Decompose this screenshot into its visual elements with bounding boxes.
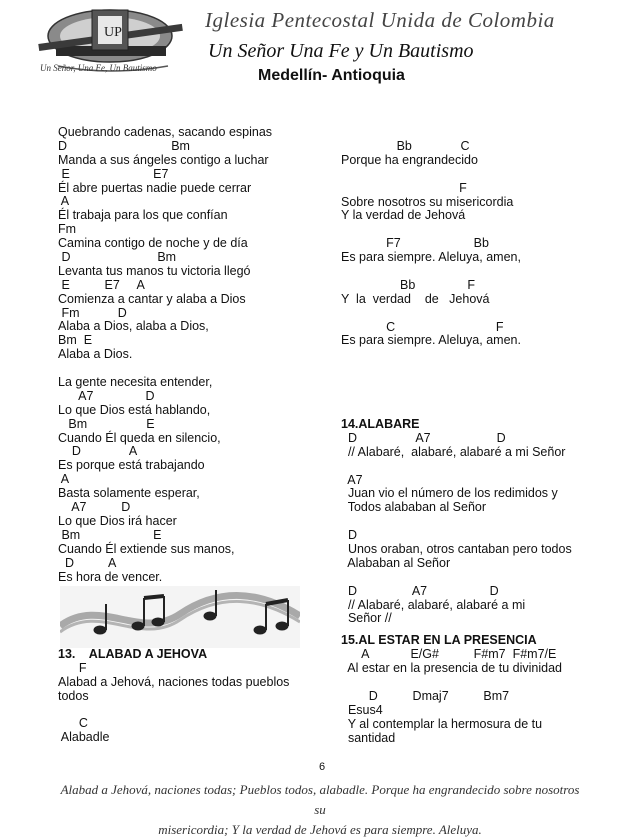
lyric-line: Es porque está trabajando [58, 458, 205, 473]
song-13 [58, 648, 318, 745]
chord-line: D [341, 528, 357, 543]
chord-line: C [58, 716, 88, 731]
lyric-line: Alababan al Señor [341, 555, 451, 570]
lyric-line: Él trabaja para los que confían [58, 208, 228, 223]
lyric-line: Unos oraban, otros cantaban pero todos [341, 542, 572, 557]
chord-line: A7 D [58, 388, 155, 403]
chord-line: Fm [58, 222, 77, 237]
footer-line-1: Alabad a Jehová, naciones todas; Pueblos todos, alabadle. Porque ha engrandecido sobre nosotros su [60, 782, 580, 817]
church-motto: Un Señor Una Fe y Un Bautismo [208, 40, 474, 62]
lyric-line: Lo que Dios irá hacer [58, 513, 177, 528]
chord-line: E E7 [58, 166, 169, 181]
blank-line [341, 265, 611, 279]
blank-line [341, 168, 611, 182]
blank-line [58, 704, 318, 718]
chord-line: A E/G# F#m7 F#m7/E [341, 647, 557, 662]
blank-line [341, 223, 611, 237]
blank-line [341, 571, 611, 585]
lyric-line: Alabadle [58, 730, 110, 745]
blank-line [341, 515, 611, 529]
blank-line [341, 307, 611, 321]
lyric-line: Cuando Él extiende sus manos, [58, 541, 235, 556]
song-13-title: 13. ALABAD A JEHOVA [58, 647, 208, 661]
lyric-line: Lo que Dios está hablando, [58, 402, 211, 417]
song-14-title: 14.ALABARE [341, 417, 420, 431]
blank-line [58, 362, 318, 376]
lyric-line: La gente necesita entender, [58, 375, 213, 390]
lyric-line: santidad [341, 730, 396, 745]
church-name: Iglesia Pentecostal Unida de Colombia [205, 8, 555, 32]
lyric-line: Es para siempre. Aleluya, amen. [341, 333, 521, 348]
blank-line [341, 460, 611, 474]
chord-line: D Bm [58, 138, 190, 153]
chord-line: D A7 D [341, 430, 506, 445]
lyric-line: Alaba a Dios, alaba a Dios, [58, 319, 209, 334]
chord-line: Bb C [341, 139, 470, 153]
chord-line: F [58, 660, 87, 675]
lyric-line: Es para siempre. Aleluya, amen, [341, 250, 521, 265]
chord-line: A [58, 472, 70, 487]
logo-caption: Un Señor, Una Fe, Un Bautismo [40, 63, 157, 73]
chord-line: A7 D [58, 500, 131, 515]
chord-line: Esus4 [341, 702, 383, 717]
lyric-line: Y la verdad de Jehová [341, 208, 466, 223]
lyric-line: Camina contigo de noche y de día [58, 236, 248, 251]
chord-line: A [58, 194, 70, 209]
lyric-line: Manda a sus ángeles contigo a luchar [58, 152, 269, 167]
lyric-line: Señor // [341, 611, 392, 626]
page-number: 6 [319, 761, 326, 773]
footer-verse [60, 780, 580, 840]
lyric-line: // Alabaré, alabaré, alabaré a mi Señor [341, 444, 566, 459]
lyric-line: Alaba a Dios. [58, 347, 133, 362]
chord-line: Bm E [58, 527, 162, 542]
chord-line: A7 [341, 472, 363, 487]
lyric-line: Cuando Él queda en silencio, [58, 430, 221, 445]
chord-line: D Bm [58, 250, 177, 265]
chord-line: D A7 D [341, 583, 499, 598]
chord-line: Bm E [58, 416, 155, 431]
footer-line-2: misericordia; Y la verdad de Jehová es para siempre. Aleluya. [158, 822, 482, 837]
song-15-title: 15.AL ESTAR EN LA PRESENCIA [341, 633, 537, 648]
chord-line: D A [58, 444, 138, 459]
lyric-line: // Alabaré, alabaré, alabaré a mi [341, 597, 526, 612]
left-column-lyrics [58, 126, 318, 584]
chord-line: E E7 A [58, 277, 145, 292]
chord-line: D Dmaj7 Bm7 [341, 688, 510, 703]
lyric-line: Sobre nosotros su misericordia [341, 194, 514, 209]
lyric-line: todos [58, 688, 89, 703]
church-logo [28, 4, 203, 88]
church-city: Medellín- Antioquia [258, 67, 405, 84]
chord-line: Fm D [58, 305, 127, 320]
lyric-line: Quebrando cadenas, sacando espinas [58, 125, 273, 139]
svg-text:UP: UP [104, 25, 122, 40]
lyric-line: Todos alababan al Señor [341, 500, 487, 515]
blank-line [341, 676, 611, 690]
chord-line: Bb F [341, 277, 476, 292]
chord-line: D A [58, 555, 117, 570]
lyric-line: Basta solamente esperar, [58, 486, 200, 501]
chord-line: Bm E [58, 333, 93, 348]
lyric-line: Alabad a Jehová, naciones todas pueblos [58, 674, 290, 689]
lyric-line: Porque ha engrandecido [341, 152, 478, 167]
lyric-line: Al estar en la presencia de tu divinidad [341, 661, 562, 676]
lyric-line: Él abre puertas nadie puede cerrar [58, 180, 252, 195]
right-column-lyrics [341, 140, 611, 348]
chord-line: F7 Bb [341, 236, 489, 251]
chord-line: F [341, 180, 467, 195]
lyric-line: Juan vio el número de los redimidos y [341, 486, 558, 501]
songs-14-15 [341, 418, 611, 745]
lyric-line: Es hora de vencer. [58, 569, 163, 584]
chord-line: C F [341, 319, 504, 334]
lyric-line: Y la verdad de Jehová [341, 291, 490, 306]
lyric-line: Levanta tus manos tu victoria llegó [58, 263, 251, 278]
lyric-line: Y al contemplar la hermosura de tu [341, 716, 543, 731]
lyric-line: Comienza a cantar y alaba a Dios [58, 291, 246, 306]
music-notes-illustration [60, 586, 300, 648]
